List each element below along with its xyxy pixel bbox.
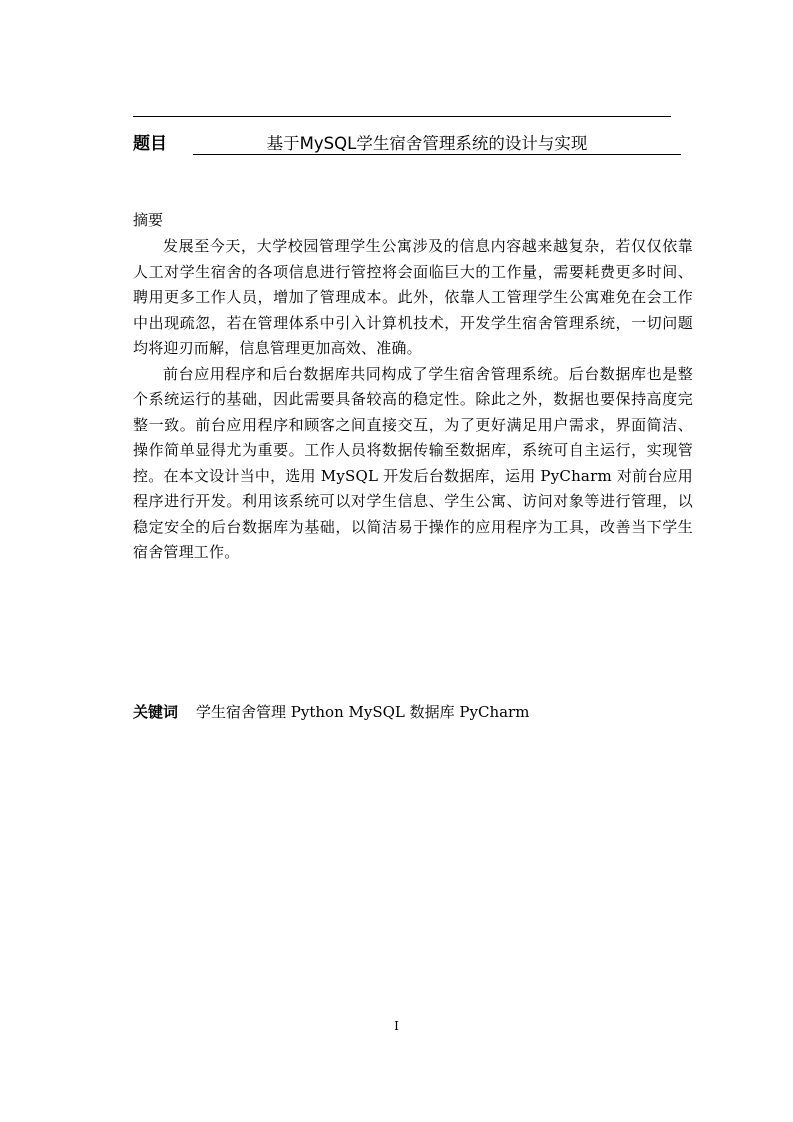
title-underline <box>193 133 681 155</box>
abstract-paragraph-2: 前台应用程序和后台数据库共同构成了学生宿舍管理系统。后台数据库也是整个系统运行的基础，因此需要具备较高的稳定性。除此之外，数据也要保持高度完整一致。前台应用程序和顾客之间直接交互，为了更好满足用户需求，界面简洁、操作简单显得尤为重要。工作人员将数据传输至数据库，系统可自主运行，实现管控。在本文设计当中，选用 MySQL 开发后台数据库，运用 PyCharm 对前台应用程序进行开发。利用该系统可以对学生信息、学生公寓、访问对象等进行管理，以稳定安全的后台数据库为基础，以简洁易于操作的应用程序为工具，改善当下学生宿舍管理工作。 <box>133 364 693 561</box>
page-number: I <box>394 1019 399 1033</box>
keywords-text: 学生宿舍管理 Python MySQL 数据库 PyCharm <box>196 703 530 721</box>
abstract-paragraph-1: 发展至今天，大学校园管理学生公寓涉及的信息内容越来越复杂，若仅仅依靠人工对学生宿舍的各项信息进行管控将会面临巨大的工作量，需要耗费更多时间、聘用更多工作人员，增加了管理成本。此外，依靠人工管理学生公寓难免在会工作中出现疏忽，若在管理体系中引入计算机技术，开发学生宿舍管理系统，一切问题均将迎刃而解，信息管理更加高效、准确。 <box>133 237 693 357</box>
keywords-label: 关键词 <box>133 703 179 721</box>
top-rule <box>133 116 671 117</box>
keywords-row <box>133 701 529 723</box>
document-title: 基于MySQL学生宿舍管理系统的设计与实现 <box>266 134 588 153</box>
abstract-heading: 摘要 <box>133 211 164 229</box>
abstract-body <box>133 234 693 566</box>
title-row <box>133 133 681 157</box>
title-label: 题目 <box>133 134 167 154</box>
